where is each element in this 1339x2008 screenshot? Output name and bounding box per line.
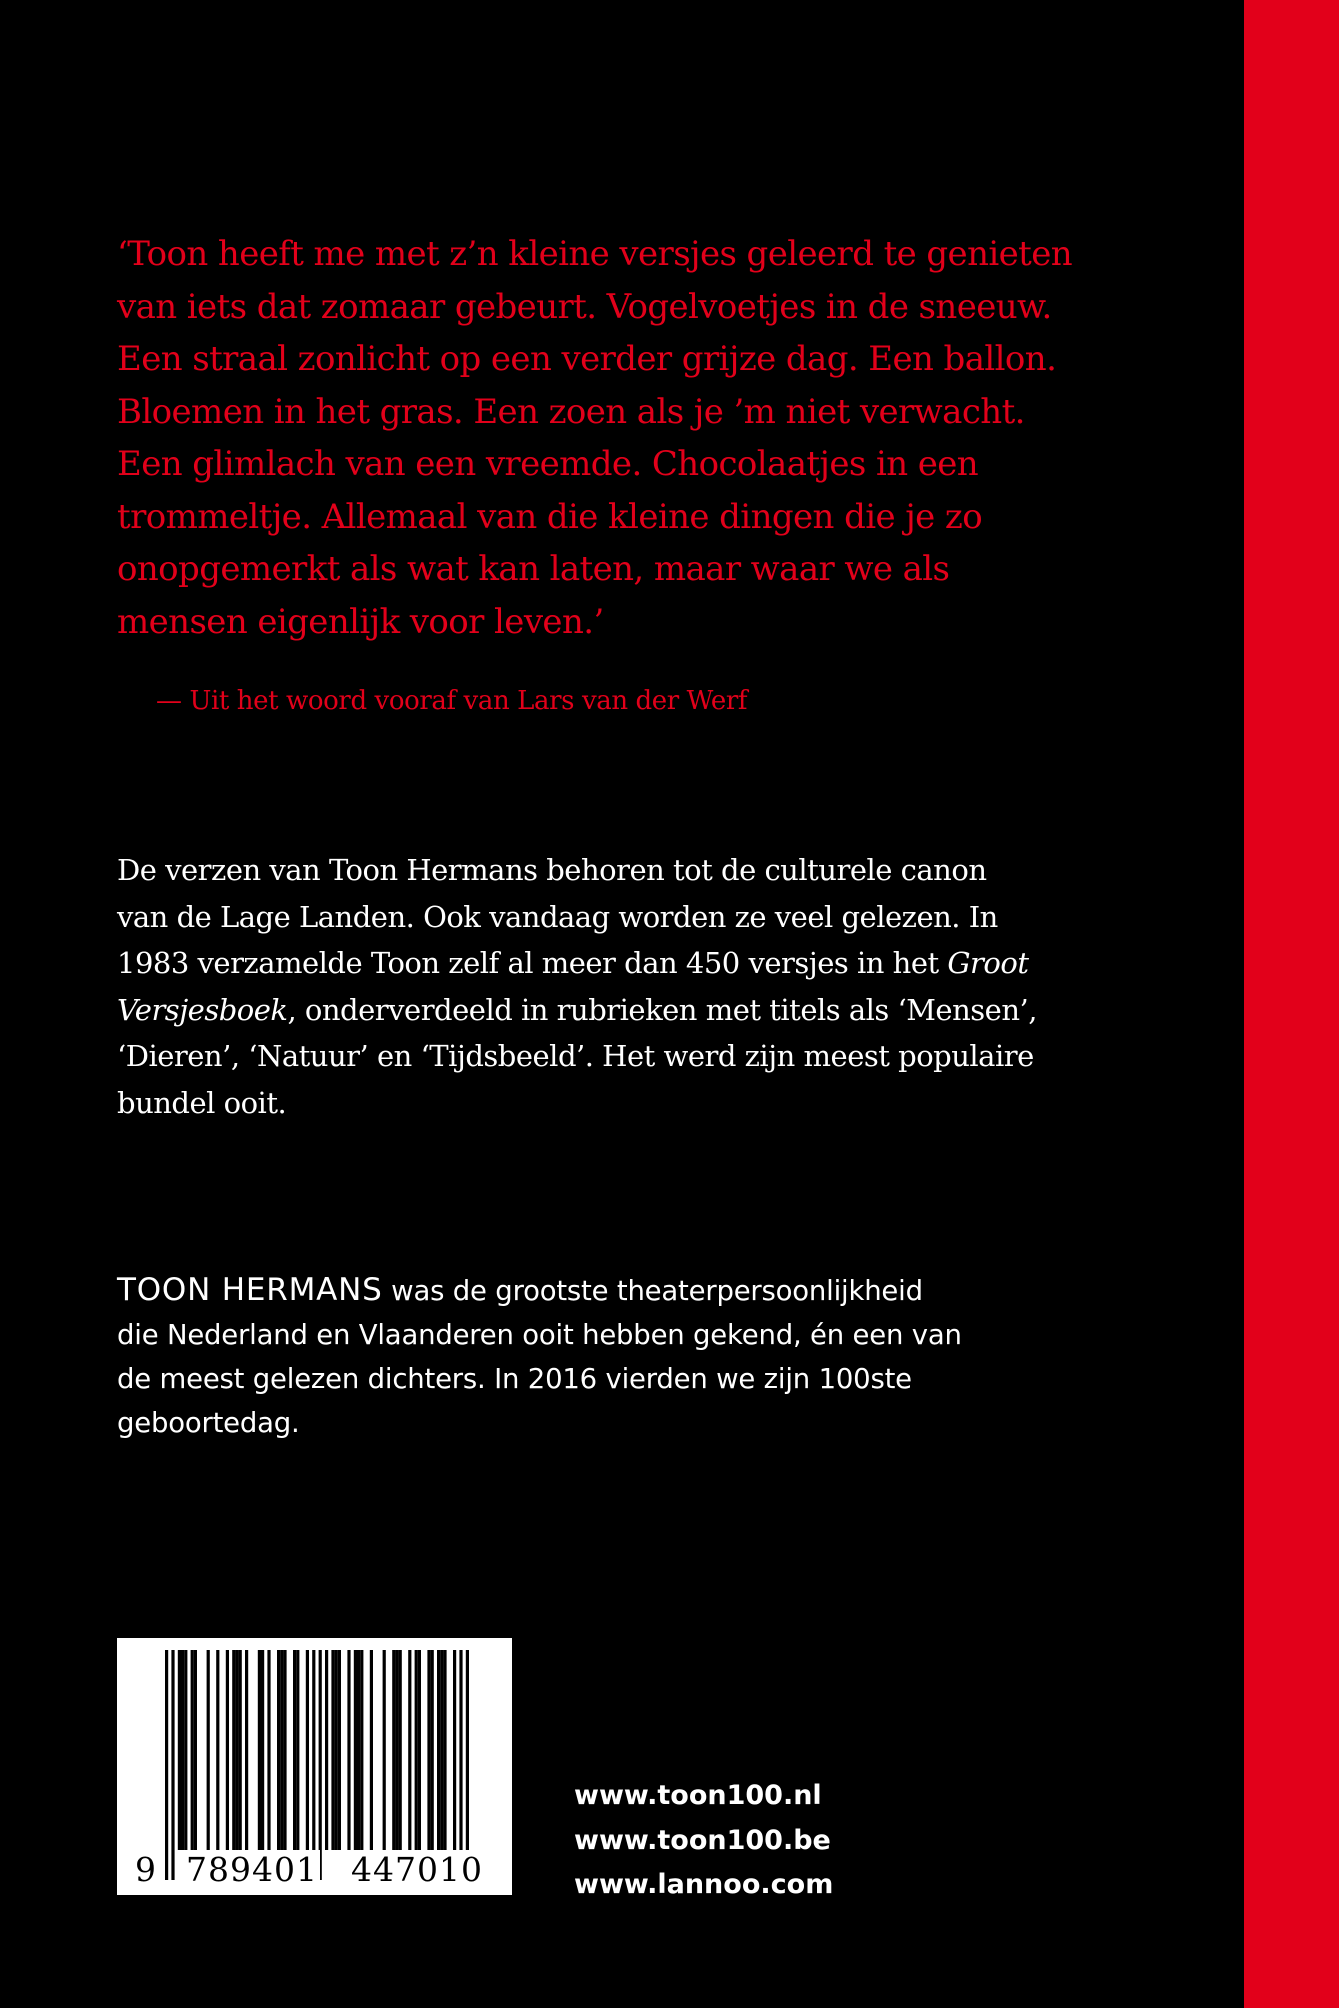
barcode-guard-bar: [312, 1650, 315, 1880]
barcode-digits-right: 447010: [351, 1850, 483, 1889]
barcode-bar: [360, 1650, 363, 1850]
quote-line: mensen eigenlijk voor leven.’: [117, 601, 604, 642]
barcode-bar: [293, 1650, 296, 1850]
quote-line: trommeltje. Allemaal van die kleine dingen die je zo: [117, 496, 983, 537]
barcode-bar: [418, 1650, 421, 1850]
barcode-digit-first: 9: [135, 1850, 157, 1889]
barcode-bar: [335, 1650, 338, 1850]
description-line: De verzen van Toon Hermans behoren tot de culturele canon: [117, 853, 987, 887]
barcode-bar: [437, 1650, 440, 1850]
barcode-bar: [207, 1650, 210, 1850]
barcode-bar: [258, 1650, 261, 1850]
barcode-bar: [296, 1650, 299, 1850]
description-text: , onderverdeeld in rubrieken met titels als ‘Mensen’,: [287, 992, 1037, 1027]
website-link[interactable]: www.toon100.nl: [574, 1780, 822, 1811]
book-title-italic: Versjesboek: [117, 992, 288, 1027]
barcode-bar: [453, 1650, 456, 1850]
barcode-guard-bar: [466, 1650, 469, 1880]
quote-line: Bloemen in het gras. Een zoen als je ’m niet verwacht.: [117, 391, 1025, 432]
barcode-bar: [431, 1650, 434, 1850]
barcode-digits-left: 789401: [186, 1850, 318, 1889]
barcode-digits: [117, 1850, 512, 1890]
barcode-guard-bar: [165, 1650, 168, 1880]
barcode-bar: [325, 1650, 328, 1850]
barcode-bar: [280, 1650, 283, 1850]
barcode-bar: [408, 1650, 411, 1850]
author-bio-line: [117, 1268, 1127, 1313]
description-line: [117, 940, 1127, 987]
author-bio-line: geboortedag.: [117, 1407, 300, 1439]
barcode-bar: [226, 1650, 229, 1850]
book-title-italic: Groot: [947, 946, 1029, 980]
barcode-bar: [239, 1650, 242, 1850]
barcode-bar: [354, 1650, 357, 1850]
website-link[interactable]: www.toon100.be: [574, 1824, 831, 1856]
author-bio-line: de meest gelezen dichters. In 2016 vierden we zijn 100ste: [117, 1363, 912, 1395]
barcode-bar: [370, 1650, 373, 1850]
barcode-bar: [347, 1650, 350, 1850]
barcode-bar: [191, 1650, 194, 1850]
barcode-bar: [178, 1650, 181, 1850]
barcode-bar: [245, 1650, 248, 1850]
barcode-bar: [232, 1650, 235, 1850]
author-bio: [117, 1268, 1127, 1445]
quote-attribution: — Uit het woord vooraf van Lars van der Werf: [156, 686, 748, 716]
quote-block: [117, 228, 1127, 648]
barcode-bar: [357, 1650, 360, 1850]
barcode-bar: [338, 1650, 341, 1850]
barcode-bar: [392, 1650, 395, 1850]
author-bio-text: was de grootste theaterpersoonlijkheid: [382, 1275, 923, 1307]
barcode-bar: [283, 1650, 286, 1850]
quote-line: onopgemerkt als wat kan laten, maar waar we als: [117, 549, 950, 589]
barcode-bar: [235, 1650, 238, 1850]
barcode-bar: [184, 1650, 187, 1850]
website-list: [574, 1774, 833, 1908]
quote-line: ‘Toon heeft me met z’n kleine versjes geleerd te genieten: [117, 234, 1073, 274]
barcode-bar: [261, 1650, 264, 1850]
website-link[interactable]: www.lannoo.com: [574, 1869, 834, 1900]
description-line: van de Lage Landen. Ook vandaag worden ze veel gelezen. In: [117, 899, 998, 934]
barcode-bar: [399, 1650, 402, 1850]
barcode-bar: [277, 1650, 280, 1850]
barcode-bar: [383, 1650, 386, 1850]
barcode-bar: [331, 1650, 334, 1850]
barcode-bar: [395, 1650, 398, 1850]
description-text: 1983 verzamelde Toon zelf al meer dan 450 versjes in het: [117, 946, 948, 980]
book-description: [117, 847, 1127, 1126]
author-name: TOON HERMANS: [117, 1272, 383, 1308]
barcode-bar: [443, 1650, 446, 1850]
quote-line: Een glimlach van een vreemde. Chocolaatjes in een: [117, 444, 979, 484]
barcode-bar: [427, 1650, 430, 1850]
barcode-guard-bar: [459, 1650, 462, 1880]
description-line: bundel ooit.: [117, 1085, 287, 1120]
barcode-bar: [181, 1650, 184, 1850]
quote-line: van iets dat zomaar gebeurt. Vogelvoetjes in de sneeuw.: [117, 286, 1052, 327]
barcode-bar: [440, 1650, 443, 1850]
quote-line: Een straal zonlicht op een verder grijze dag. Een ballon.: [117, 339, 1057, 379]
barcode-guard-bar: [319, 1650, 322, 1880]
barcode-bar: [194, 1650, 197, 1850]
barcode-bar: [415, 1650, 418, 1850]
description-line: ‘Dieren’, ‘Natuur’ en ‘Tijdsbeeld’. Het werd zijn meest populaire: [117, 1039, 1034, 1073]
isbn-barcode: [117, 1638, 512, 1895]
barcode-bar: [216, 1650, 219, 1850]
red-spine-band: [1244, 0, 1339, 2008]
author-bio-line: die Nederland en Vlaanderen ooit hebben gekend, én een van: [117, 1319, 962, 1351]
barcode-bar: [267, 1650, 270, 1850]
description-line: [117, 987, 1127, 1034]
barcode-guard-bar: [171, 1650, 174, 1880]
barcode-bar: [306, 1650, 309, 1850]
